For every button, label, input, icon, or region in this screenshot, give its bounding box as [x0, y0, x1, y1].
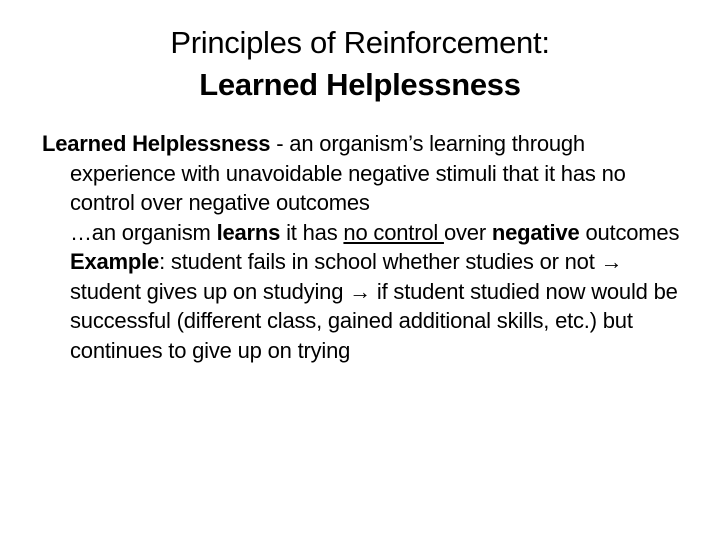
title-line-2: Learned Helplessness [199, 67, 521, 102]
example-part-2: student gives up on studying [70, 278, 350, 304]
summary-learns: learns [216, 219, 281, 245]
definition-text: - an organism’s learning through experience with unavoidable negative stimuli that it has no control over negative outcomes [70, 131, 626, 215]
definition-term: Learned Helplessness [42, 131, 271, 156]
example-part-3: if student studied now would be successful (different class, gained additional skills, etc.) but continues to give up on trying [70, 278, 678, 363]
summary-paragraph [42, 218, 692, 248]
right-arrow-icon: → [349, 278, 371, 304]
slide-title [0, 22, 720, 106]
summary-negative: negative [491, 219, 580, 245]
summary-mid: it has [280, 219, 344, 245]
slide-body [42, 129, 692, 365]
summary-over: over [443, 219, 492, 245]
example-paragraph [42, 247, 692, 365]
definition-paragraph [42, 129, 692, 218]
summary-prefix: …an organism [70, 219, 217, 245]
title-line-1: Principles of Reinforcement: [170, 25, 550, 60]
example-label: Example [70, 249, 160, 274]
right-arrow-icon: → [600, 249, 623, 274]
summary-suffix: outcomes [579, 219, 680, 245]
summary-no-control: no control [343, 219, 444, 245]
example-part-1: : student fails in school whether studies or not [159, 249, 601, 274]
